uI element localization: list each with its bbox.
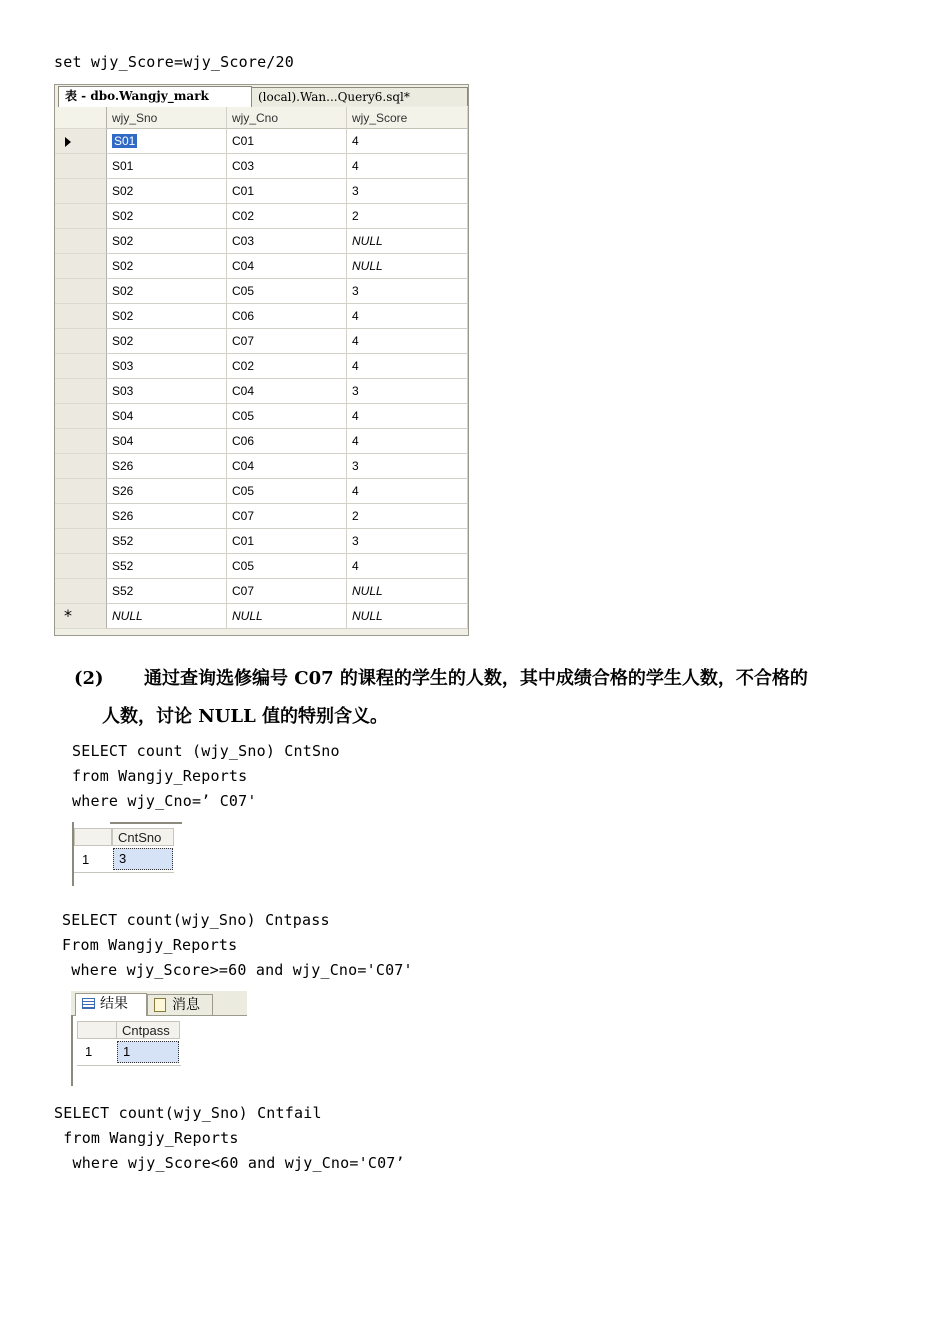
table-cell[interactable] [107, 129, 227, 154]
table-row[interactable] [55, 429, 468, 454]
table-row[interactable] [55, 304, 468, 329]
cell-value: C04 [232, 384, 255, 398]
row-selector[interactable] [55, 504, 107, 529]
cell-value: NULL [352, 584, 383, 598]
cell-value: C05 [232, 284, 255, 298]
table-cell[interactable] [107, 529, 227, 554]
cell-value: S04 [112, 434, 134, 448]
table-cell[interactable] [227, 554, 347, 579]
tab-messages[interactable] [147, 994, 213, 1016]
table-row[interactable] [55, 379, 468, 404]
cell-value: S02 [112, 234, 134, 248]
column-header-wjy-sno[interactable]: wjy_Sno [107, 107, 227, 129]
table-cell[interactable] [107, 329, 227, 354]
table-cell[interactable] [227, 404, 347, 429]
table-cell[interactable] [107, 154, 227, 179]
table-cell[interactable] [347, 604, 468, 629]
table-cell[interactable] [107, 479, 227, 504]
cell-value: S52 [112, 534, 134, 548]
row-selector[interactable] [55, 404, 107, 429]
table-cell[interactable] [107, 304, 227, 329]
row-selector[interactable] [55, 479, 107, 504]
tab-query6[interactable]: (local).Wan...Query6.sql* [251, 87, 468, 106]
tab-results-label: 结果 [100, 996, 128, 1012]
table-cell[interactable] [227, 354, 347, 379]
table-cell[interactable] [347, 354, 468, 379]
messages-icon [154, 998, 166, 1012]
table-cell[interactable] [227, 254, 347, 279]
cell-value: S26 [112, 459, 134, 473]
query2-line-3: where wjy_Score>=60 and wjy_Cno='C07' [62, 961, 413, 979]
cell-value: C07 [232, 509, 255, 523]
results-grid-icon [82, 998, 95, 1009]
table-cell[interactable] [347, 379, 468, 404]
table-cell[interactable] [347, 129, 468, 154]
grid-header-row [55, 107, 468, 129]
cell-value: C05 [232, 484, 255, 498]
cell-value: 2 [352, 209, 359, 223]
cell-value: S52 [112, 584, 134, 598]
cell-value: 4 [352, 334, 359, 348]
table-designer-window [54, 84, 469, 636]
table-cell[interactable] [347, 179, 468, 204]
table-cell[interactable] [107, 379, 227, 404]
query2-line-2: From Wangjy_Reports [62, 936, 238, 954]
data-grid [55, 107, 468, 629]
table-cell[interactable] [227, 129, 347, 154]
query1-result-grid [72, 822, 184, 886]
cell-value: 4 [352, 134, 359, 148]
cell-value: S52 [112, 559, 134, 573]
cell-value: 3 [352, 459, 359, 473]
cell-value: NULL [232, 609, 263, 623]
row-number: 1 [82, 852, 90, 867]
table-cell[interactable] [347, 279, 468, 304]
query2-result-panel [71, 991, 249, 1086]
table-row[interactable] [55, 329, 468, 354]
cell-value: 4 [352, 484, 359, 498]
table-cell[interactable] [227, 329, 347, 354]
column-header-cntpass[interactable]: Cntpass [116, 1021, 180, 1039]
new-row-asterisk-icon: * [64, 606, 72, 625]
table-cell[interactable] [227, 579, 347, 604]
table-cell[interactable] [107, 554, 227, 579]
cell-value: C01 [232, 534, 255, 548]
table-cell[interactable] [347, 579, 468, 604]
table-cell[interactable] [107, 254, 227, 279]
row-selector[interactable] [55, 454, 107, 479]
table-cell[interactable] [107, 204, 227, 229]
query1-line-3: where wjy_Cno=’ C07' [72, 792, 257, 810]
table-row[interactable] [55, 579, 468, 604]
cell-value: NULL [352, 234, 383, 248]
cell-value: C01 [232, 184, 255, 198]
table-cell[interactable] [227, 204, 347, 229]
cell-value: S01 [114, 134, 136, 148]
table-row[interactable] [55, 454, 468, 479]
cell-value: 4 [352, 309, 359, 323]
row-selector[interactable] [55, 179, 107, 204]
table-cell[interactable] [347, 154, 468, 179]
column-header-cntsno[interactable]: CntSno [112, 828, 174, 846]
cell-value: C05 [232, 409, 255, 423]
cell-value: NULL [352, 609, 383, 623]
cell-value: S02 [112, 309, 134, 323]
table-row[interactable] [55, 554, 468, 579]
table-row[interactable] [55, 479, 468, 504]
table-cell[interactable] [227, 229, 347, 254]
table-cell[interactable] [347, 229, 468, 254]
cell-value: 4 [352, 359, 359, 373]
cell-value: S02 [112, 284, 134, 298]
row-selector[interactable] [55, 379, 107, 404]
table-row[interactable] [55, 179, 468, 204]
cell-value: 4 [352, 559, 359, 573]
table-row[interactable] [55, 279, 468, 304]
table-cell[interactable] [107, 504, 227, 529]
row-selector[interactable] [55, 129, 107, 154]
query1-line-1: SELECT count (wjy_Sno) CntSno [72, 742, 340, 760]
table-cell[interactable] [347, 204, 468, 229]
table-cell[interactable] [227, 479, 347, 504]
cell-value: S03 [112, 359, 134, 373]
cell-value: 2 [352, 509, 359, 523]
cell-value: C06 [232, 309, 255, 323]
row-selector[interactable] [55, 579, 107, 604]
cell-value: C01 [232, 134, 255, 148]
row-selector[interactable] [55, 529, 107, 554]
cell-value: C07 [232, 584, 255, 598]
cell-value: 4 [352, 409, 359, 423]
cell-value: C02 [232, 209, 255, 223]
cell-value: 3 [352, 384, 359, 398]
table-cell[interactable] [227, 429, 347, 454]
row-selector-header [55, 107, 107, 129]
query2-line-1: SELECT count(wjy_Sno) Cntpass [62, 911, 330, 929]
question-line-1: 通过查询选修编号 C07 的课程的学生的人数，其中成绩合格的学生人数，不合格的 [144, 668, 808, 689]
tab-table-wangjy-mark[interactable]: 表 - dbo.Wangjy_mark [58, 86, 252, 107]
cell-value: C02 [232, 359, 255, 373]
table-cell[interactable] [227, 379, 347, 404]
cell-value: NULL [112, 609, 143, 623]
cell-value: S01 [112, 159, 134, 173]
cell-value: C05 [232, 559, 255, 573]
table-cell[interactable] [347, 529, 468, 554]
cell-value: C03 [232, 159, 255, 173]
cell-value: S26 [112, 509, 134, 523]
row-selector[interactable] [55, 604, 107, 629]
column-header-wjy-score[interactable]: wjy_Score [347, 107, 468, 129]
tab-messages-label: 消息 [172, 997, 200, 1013]
cell-value: C04 [232, 459, 255, 473]
table-row[interactable] [55, 529, 468, 554]
table-row[interactable] [55, 129, 468, 154]
table-row[interactable] [55, 404, 468, 429]
table-cell[interactable] [107, 604, 227, 629]
table-cell[interactable] [227, 604, 347, 629]
row-selector[interactable] [55, 254, 107, 279]
cell-value: NULL [352, 259, 383, 273]
question-number: (2) [74, 668, 104, 689]
table-cell[interactable] [347, 429, 468, 454]
table-cell[interactable] [107, 429, 227, 454]
tab-results[interactable] [75, 993, 147, 1016]
table-cell[interactable] [227, 529, 347, 554]
table-cell[interactable] [107, 354, 227, 379]
table-cell[interactable] [347, 454, 468, 479]
table-cell[interactable] [107, 179, 227, 204]
new-row[interactable] [55, 604, 468, 629]
row-selector[interactable] [55, 354, 107, 379]
table-cell[interactable] [227, 154, 347, 179]
table-row[interactable] [55, 354, 468, 379]
cell-value: S26 [112, 484, 134, 498]
table-cell[interactable] [107, 404, 227, 429]
cell-value: S02 [112, 209, 134, 223]
cell-value: 4 [352, 159, 359, 173]
cell-value: 3 [352, 284, 359, 298]
query3-line-2: from Wangjy_Reports [54, 1129, 239, 1147]
table-row[interactable] [55, 154, 468, 179]
result-cell-cntpass[interactable]: 1 [117, 1041, 179, 1063]
table-cell[interactable] [347, 404, 468, 429]
row-selector[interactable] [55, 554, 107, 579]
column-header-wjy-cno[interactable]: wjy_Cno [227, 107, 347, 129]
table-cell[interactable] [347, 304, 468, 329]
table-row[interactable] [55, 504, 468, 529]
query3-line-1: SELECT count(wjy_Sno) Cntfail [54, 1104, 322, 1122]
query1-line-2: from Wangjy_Reports [72, 767, 248, 785]
cell-value: C06 [232, 434, 255, 448]
cell-value: S04 [112, 409, 134, 423]
table-cell[interactable] [227, 454, 347, 479]
cell-value: 3 [352, 534, 359, 548]
question-line-2: 人数，讨论 NULL 值的特别含义。 [102, 706, 388, 727]
row-number: 1 [85, 1044, 93, 1059]
table-cell[interactable] [347, 504, 468, 529]
code-line: set wjy_Score=wjy_Score/20 [54, 53, 294, 71]
cell-value: C03 [232, 234, 255, 248]
row-selector[interactable] [55, 229, 107, 254]
cell-value: 3 [352, 184, 359, 198]
document-tabs [55, 85, 470, 107]
table-cell[interactable] [347, 479, 468, 504]
table-row[interactable] [55, 229, 468, 254]
table-cell[interactable] [107, 454, 227, 479]
cell-value: S03 [112, 384, 134, 398]
query3-line-3: where wjy_Score<60 and wjy_Cno='C07’ [54, 1154, 405, 1172]
row-selector[interactable] [55, 279, 107, 304]
cell-value: 4 [352, 434, 359, 448]
table-cell[interactable] [227, 304, 347, 329]
table-cell[interactable] [107, 279, 227, 304]
table-cell[interactable] [227, 504, 347, 529]
table-cell[interactable] [227, 279, 347, 304]
table-row[interactable] [55, 204, 468, 229]
cell-value: S02 [112, 259, 134, 273]
cell-value: C07 [232, 334, 255, 348]
row-selector[interactable] [55, 429, 107, 454]
table-row[interactable] [55, 254, 468, 279]
row-selector[interactable] [55, 304, 107, 329]
table-cell[interactable] [347, 554, 468, 579]
table-cell[interactable] [347, 254, 468, 279]
row-selector[interactable] [55, 204, 107, 229]
row-selector[interactable] [55, 329, 107, 354]
table-cell[interactable] [227, 179, 347, 204]
table-cell[interactable] [107, 229, 227, 254]
table-cell[interactable] [347, 329, 468, 354]
cell-value: S02 [112, 334, 134, 348]
cell-value: S02 [112, 184, 134, 198]
row-selector[interactable] [55, 154, 107, 179]
result-cell-cntsno[interactable]: 3 [113, 848, 173, 870]
cell-value: C04 [232, 259, 255, 273]
table-cell[interactable] [107, 579, 227, 604]
current-row-arrow-icon [65, 137, 71, 147]
